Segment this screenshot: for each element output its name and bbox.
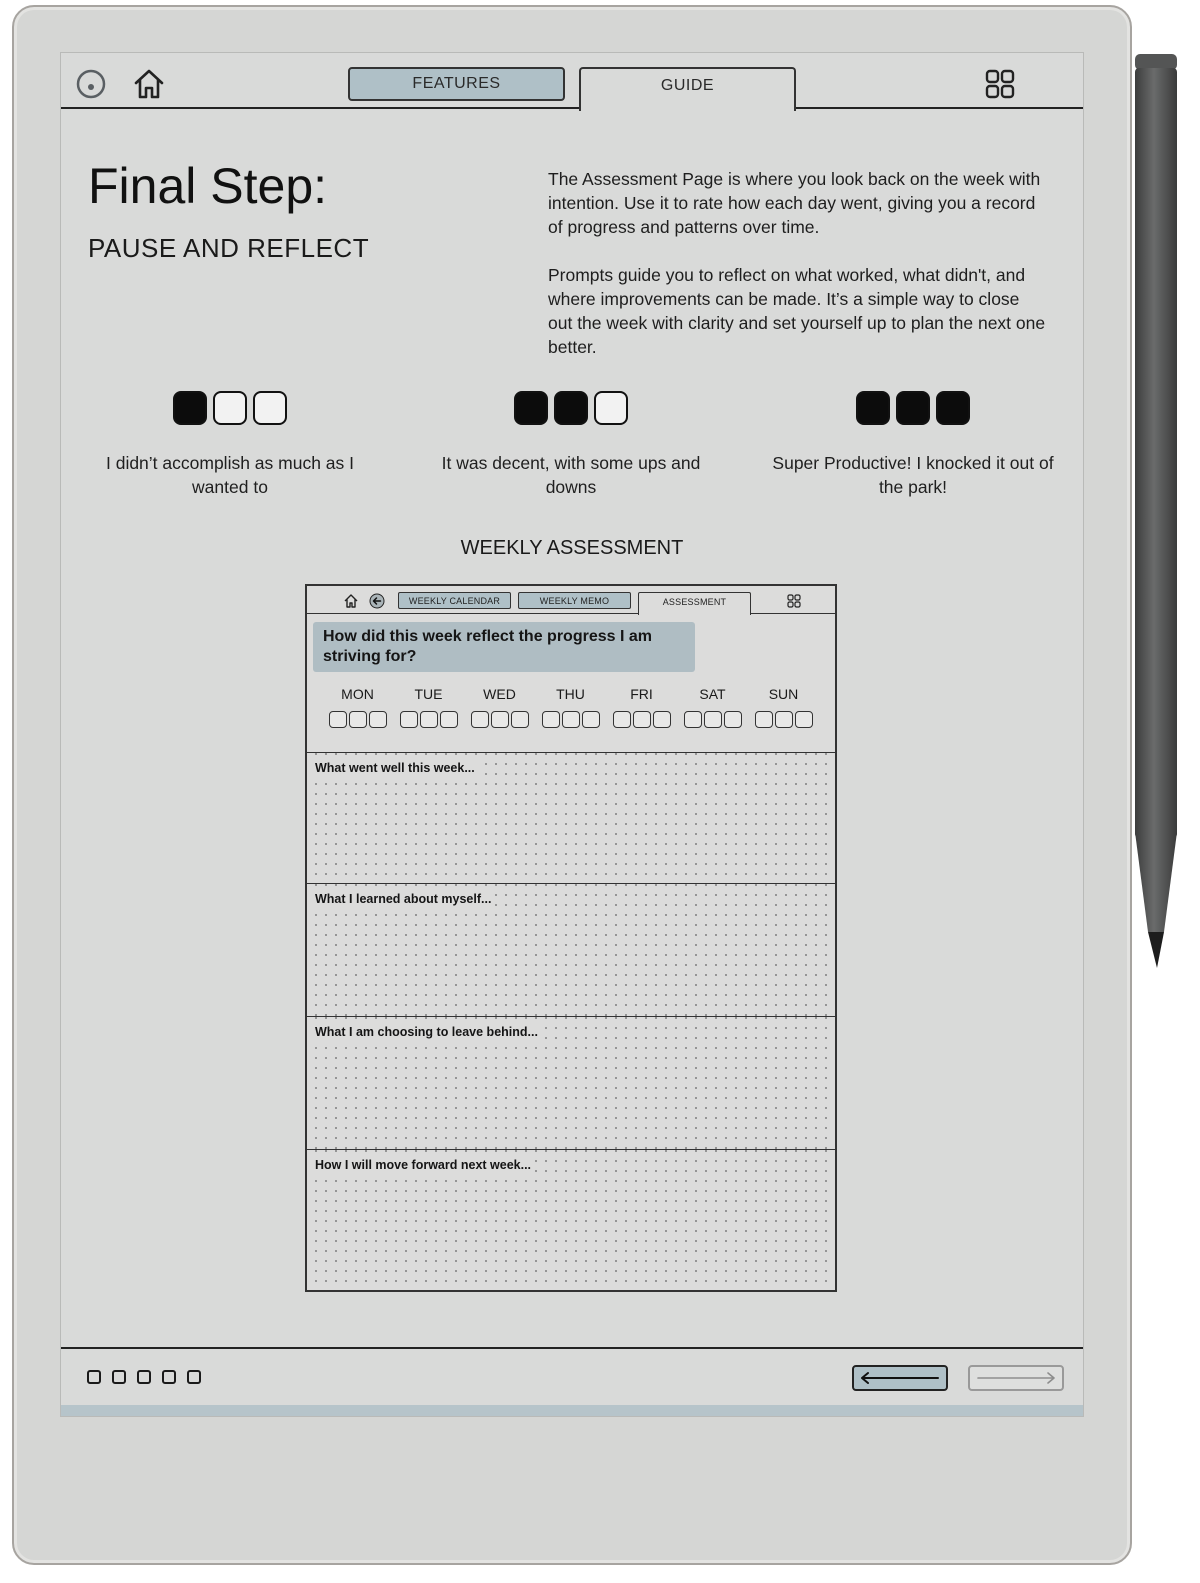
day-mon: [327, 686, 388, 728]
page-dot[interactable]: [112, 1370, 126, 1384]
day-box: [724, 711, 742, 728]
day-box: [633, 711, 651, 728]
next-page-button[interactable]: [968, 1365, 1064, 1391]
grid-icon[interactable]: [983, 67, 1017, 101]
bottom-toolbar: [61, 1347, 1083, 1403]
day-box: [795, 711, 813, 728]
day-box: [329, 711, 347, 728]
day-box: [775, 711, 793, 728]
power-dot-icon[interactable]: [74, 67, 108, 101]
home-icon: [343, 593, 359, 609]
rating-text: It was decent, with some ups and downs: [441, 453, 701, 497]
device-screen: [60, 52, 1084, 1417]
rating-text: Super Productive! I knocked it out of the park!: [772, 453, 1054, 497]
day-label: TUE: [414, 686, 443, 702]
day-fri: [611, 686, 672, 728]
rating-box-filled: [173, 391, 207, 425]
top-toolbar: [61, 53, 1083, 109]
prompt-label: What I learned about myself...: [315, 892, 492, 906]
preview-question: How did this week reflect the progress I am striving for?: [313, 622, 695, 672]
day-boxes: [398, 711, 459, 728]
description-paragraph-2: Prompts guide you to reflect on what worked, what didn't, and where improvements can be made. It’s a simple way to close out the week with clarity and set yourself up to plan the next one better.: [548, 265, 1046, 357]
rating-medium: [421, 391, 721, 499]
grid-icon: [786, 593, 802, 609]
prompt-leave-behind: [307, 1016, 835, 1149]
prompt-label: What went well this week...: [315, 761, 475, 775]
bottom-accent-strip: [61, 1405, 1083, 1417]
previous-page-button[interactable]: [852, 1365, 948, 1391]
tab-guide[interactable]: GUIDE: [579, 67, 796, 111]
day-boxes: [540, 711, 601, 728]
preview-tab-assessment: ASSESSMENT: [638, 592, 751, 615]
day-box: [491, 711, 509, 728]
stylus-pen: [1134, 52, 1180, 970]
day-box: [684, 711, 702, 728]
day-box: [613, 711, 631, 728]
rating-box-filled: [856, 391, 890, 425]
page-title: Final Step:: [88, 158, 328, 214]
day-label: WED: [483, 686, 516, 702]
day-box: [704, 711, 722, 728]
prompt-move-forward: [307, 1149, 835, 1292]
prompt-learned: [307, 883, 835, 1016]
day-box: [562, 711, 580, 728]
day-rating-row: [327, 686, 814, 728]
page-dot[interactable]: [137, 1370, 151, 1384]
preview-tab-weekly-calendar: WEEKLY CALENDAR: [398, 592, 511, 609]
day-box: [653, 711, 671, 728]
day-box: [349, 711, 367, 728]
rating-box-filled: [936, 391, 970, 425]
rating-box-filled: [514, 391, 548, 425]
prompt-went-well: [307, 752, 835, 885]
prompt-label: How I will move forward next week...: [315, 1158, 532, 1172]
page-dot[interactable]: [87, 1370, 101, 1384]
day-boxes: [682, 711, 743, 728]
rating-box-filled: [896, 391, 930, 425]
section-title: WEEKLY ASSESSMENT: [460, 537, 684, 559]
day-label: SUN: [768, 686, 799, 702]
day-box: [420, 711, 438, 728]
day-box: [369, 711, 387, 728]
page-dot[interactable]: [187, 1370, 201, 1384]
day-label: THU: [556, 686, 585, 702]
day-box: [542, 711, 560, 728]
day-box: [755, 711, 773, 728]
page-subtitle: PAUSE AND REFLECT: [88, 233, 370, 263]
rating-box-empty: [594, 391, 628, 425]
day-wed: [469, 686, 530, 728]
tab-features[interactable]: FEATURES: [348, 67, 565, 101]
day-tue: [398, 686, 459, 728]
assessment-preview: [305, 584, 837, 1292]
description-paragraph-1: The Assessment Page is where you look back on the week with intention. Use it to rate how each day went, giving you a record of progress and patterns over time.: [548, 169, 1041, 237]
rating-high: [763, 391, 1063, 499]
prompt-label: What I am choosing to leave behind...: [315, 1025, 538, 1039]
preview-toolbar: [307, 586, 835, 614]
rating-boxes: [80, 391, 380, 425]
day-sun: [753, 686, 814, 728]
day-box: [511, 711, 529, 728]
day-sat: [682, 686, 743, 728]
day-box: [582, 711, 600, 728]
day-label: MON: [341, 686, 374, 702]
rating-low: [80, 391, 380, 499]
day-box: [471, 711, 489, 728]
day-label: FRI: [630, 686, 653, 702]
rating-box-empty: [213, 391, 247, 425]
rating-box-empty: [253, 391, 287, 425]
day-box: [400, 711, 418, 728]
day-box: [440, 711, 458, 728]
day-boxes: [753, 711, 814, 728]
day-boxes: [469, 711, 530, 728]
description: [548, 167, 1048, 359]
day-thu: [540, 686, 601, 728]
home-icon[interactable]: [132, 67, 166, 101]
back-arrow-icon: [369, 593, 385, 609]
day-boxes: [327, 711, 388, 728]
rating-boxes: [421, 391, 721, 425]
rating-text: I didn’t accomplish as much as I wanted to: [105, 453, 355, 497]
page-dot[interactable]: [162, 1370, 176, 1384]
rating-box-filled: [554, 391, 588, 425]
preview-tab-weekly-memo: WEEKLY MEMO: [518, 592, 631, 609]
arrow-right-icon: [970, 1367, 1062, 1389]
page-indicator: [87, 1370, 201, 1384]
rating-boxes: [763, 391, 1063, 425]
day-boxes: [611, 711, 672, 728]
day-label: SAT: [699, 686, 726, 702]
arrow-left-icon: [854, 1367, 946, 1389]
